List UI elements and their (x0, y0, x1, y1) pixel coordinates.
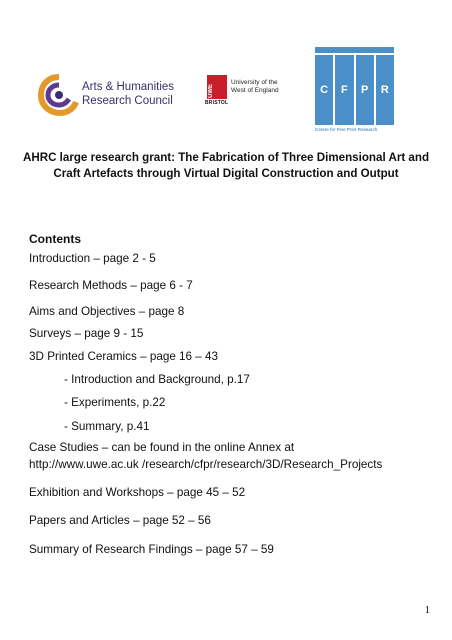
document-title: AHRC large research grant: The Fabrication of Three Dimensional Art and Craft Artefacts through Virtual Digital Construction and Output (22, 151, 430, 180)
page-number: 1 (424, 604, 430, 616)
cfpr-letter-c: C (315, 55, 333, 125)
toc-item-research-methods: Research Methods – page 6 - 7 (29, 279, 193, 292)
uwe-logo-letters: UWE (208, 84, 214, 98)
uwe-line-1: University of the (231, 79, 278, 86)
cfpr-letter-f: F (335, 55, 353, 125)
uwe-bristol-label: BRISTOL (205, 100, 229, 106)
toc-item-case-studies: Case Studies – can be found in the online Annex at (29, 441, 295, 454)
uwe-logo-text (231, 79, 279, 95)
toc-item-exhibition: Exhibition and Workshops – page 45 – 52 (29, 486, 246, 499)
toc-item-summary-findings: Summary of Research Findings – page 57 – 59 (29, 543, 274, 556)
toc-item-3d-ceramics: 3D Printed Ceramics – page 16 – 43 (29, 350, 219, 363)
ahrc-line-1: Arts & Humanities (82, 81, 175, 93)
toc-subitem-experiments: - Experiments, p.22 (64, 396, 166, 409)
ahrc-line-2: Research Council (82, 95, 173, 107)
toc-case-studies-link[interactable]: http://www.uwe.ac.uk /research/cfpr/research/3D/Research_Projects (29, 458, 383, 471)
cfpr-letter-r: R (376, 55, 394, 125)
ahrc-logo-mark-icon (38, 74, 80, 116)
toc-subitem-summary: - Summary, p.41 (64, 420, 150, 433)
toc-item-papers: Papers and Articles – page 52 – 56 (29, 514, 211, 527)
contents-heading: Contents (29, 232, 81, 246)
toc-item-aims: Aims and Objectives – page 8 (29, 305, 185, 318)
toc-subitem-introduction: - Introduction and Background, p.17 (64, 373, 250, 386)
cfpr-logo (315, 47, 394, 137)
ahrc-logo-text (82, 80, 174, 108)
cfpr-letter-p: P (356, 55, 374, 125)
cfpr-caption: Centre for Fine Print Research (315, 127, 378, 132)
toc-item-surveys: Surveys – page 9 - 15 (29, 327, 144, 340)
toc-item-introduction: Introduction – page 2 - 5 (29, 252, 156, 265)
uwe-line-2: West of England (231, 87, 279, 94)
cfpr-top-bar (315, 47, 394, 53)
